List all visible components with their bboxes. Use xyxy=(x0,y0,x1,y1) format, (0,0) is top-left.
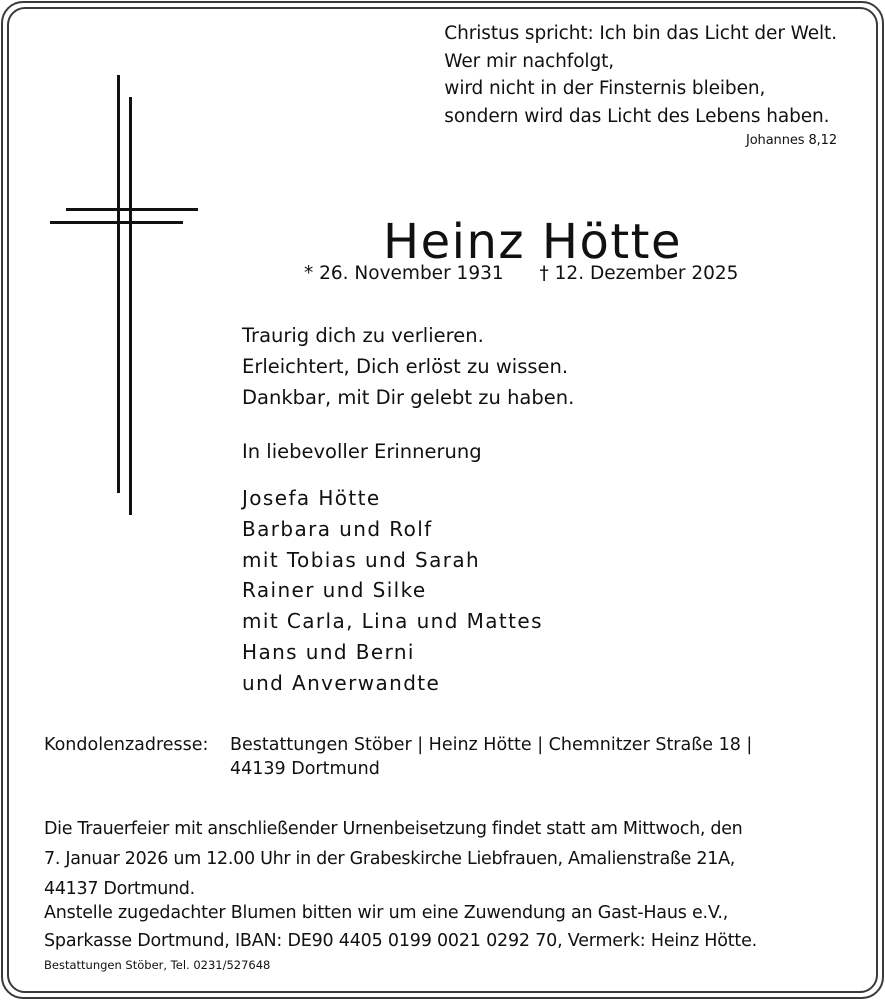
donation-line: Sparkasse Dortmund, IBAN: DE90 4405 0199 0021 0292 70, Vermerk: Heinz Hötte. xyxy=(44,931,758,951)
mourner-item: mit Tobias und Sarah xyxy=(242,547,481,572)
condolence-address xyxy=(44,733,752,781)
verse-line: Wer mir nachfolgt, xyxy=(444,50,615,72)
death-date: † 12. Dezember 2025 xyxy=(539,263,739,284)
condolence-label: Kondolenzadresse: xyxy=(44,735,209,755)
poem-line: Erleichtert, Dich erlöst zu wissen. xyxy=(242,355,569,378)
cross-horizontal-top xyxy=(66,208,198,211)
mourner-item: Hans und Berni xyxy=(242,639,415,664)
mourner-item: mit Carla, Lina und Mattes xyxy=(242,609,543,634)
funeral-line: 7. Januar 2026 um 12.00 Uhr in der Grabeskirche Liebfrauen, Amalienstraße 21A, xyxy=(44,849,736,869)
funeral-home-footer: Bestattungen Stöber, Tel. 0231/527648 xyxy=(44,958,271,972)
funeral-details xyxy=(44,814,742,904)
bible-verse xyxy=(444,20,837,150)
poem-line: Dankbar, mit Dir gelebt zu haben. xyxy=(242,386,575,409)
funeral-line: 44137 Dortmund. xyxy=(44,879,195,899)
donation-request xyxy=(44,899,757,955)
memorial-poem xyxy=(242,320,574,413)
mourners-list xyxy=(242,483,543,699)
poem-line: Traurig dich zu verlieren. xyxy=(242,324,484,347)
deceased-name: Heinz Hötte xyxy=(383,214,682,271)
funeral-line: Die Trauerfeier mit anschließender Urnenbeisetzung findet statt am Mittwoch, den xyxy=(44,819,743,839)
mourner-item: Barbara und Rolf xyxy=(242,516,433,541)
condolence-address-line: 44139 Dortmund xyxy=(230,759,380,779)
life-dates xyxy=(304,263,738,284)
mourner-item: und Anverwandte xyxy=(242,670,441,695)
mourner-item: Josefa Hötte xyxy=(242,486,381,510)
birth-date: * 26. November 1931 xyxy=(304,263,504,284)
cross-vertical-left xyxy=(117,75,120,493)
condolence-address-line: Bestattungen Stöber | Heinz Hötte | Chemnitzer Straße 18 | xyxy=(230,735,753,755)
verse-line: wird nicht in der Finsternis bleiben, xyxy=(444,78,766,99)
verse-line: sondern wird das Licht des Lebens haben. xyxy=(444,105,830,127)
cross-vertical-right xyxy=(129,97,132,515)
verse-reference: Johannes 8,12 xyxy=(745,133,837,148)
mourner-item: Rainer und Silke xyxy=(242,578,427,603)
condolence-address-block xyxy=(230,733,752,781)
memory-line: In liebevoller Erinnerung xyxy=(242,440,482,463)
donation-line: Anstelle zugedachter Blumen bitten wir um eine Zuwendung an Gast-Haus e.V., xyxy=(44,903,729,923)
verse-line: Christus spricht: Ich bin das Licht der Welt. xyxy=(444,23,837,44)
